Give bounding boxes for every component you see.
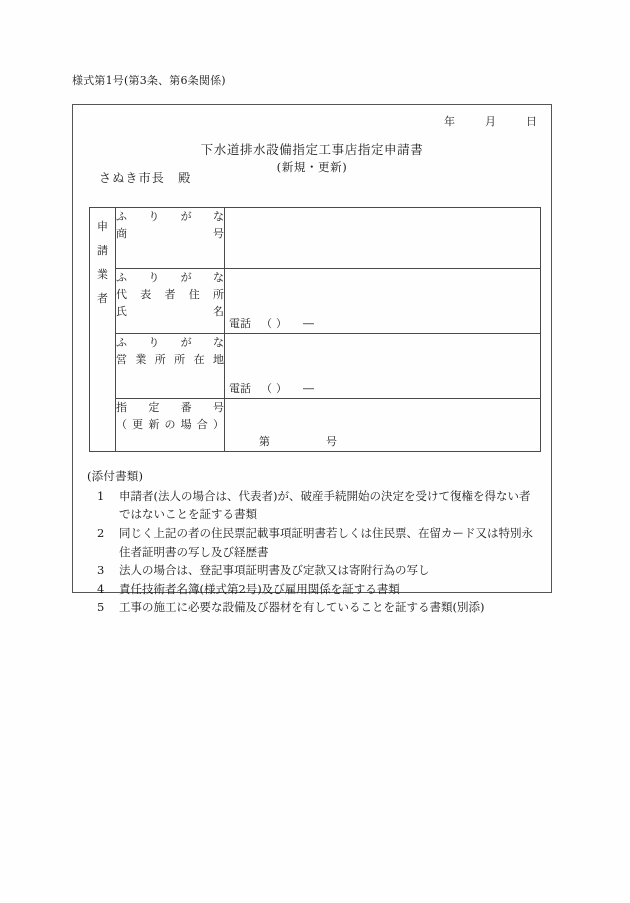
attachment-text: 責任技術者名簿(様式第2号)及び雇用関係を証する書類 [119,581,400,596]
attachment-text: 同じく上記の者の住民票記載事項証明書若しくは住民票、在留カード又は特別永住者証明書の写し及び経歴書 [119,525,533,559]
label-char: 番 [180,401,192,414]
label-char: 号 [212,401,224,414]
vertical-char-2: 請 [97,244,108,257]
list-item [97,580,541,599]
furigana-label-2 [116,269,224,286]
furigana-char: ふ [116,336,127,349]
label-char: 営 [116,353,127,367]
label-char: 氏 [116,305,127,319]
form-outer-frame [72,104,552,615]
representative-input-cell[interactable] [225,269,541,334]
label-char: ） [212,418,224,432]
furigana-char: り [148,336,160,349]
attachments-section [87,467,541,617]
trade-name-label [116,225,224,242]
label-char: （ [116,418,127,432]
applicant-table [89,207,541,452]
phone-label: 電話 [229,382,251,395]
label-char: 号 [213,227,224,241]
office-address-input-cell[interactable] [225,334,541,399]
designation-renewal-note [116,416,224,433]
designation-number-label [116,399,224,416]
applicant-vertical-label [90,208,116,452]
label-char: 業 [135,353,147,367]
representative-label-cell [116,269,225,334]
label-char: 住 [188,288,200,302]
label-char: 者 [164,288,176,302]
table-row [90,269,541,334]
phone-close-paren: ） [276,317,287,330]
vertical-char-1: 申 [97,220,108,233]
table-row [90,399,541,452]
form-number-label: 様式第1号(第3条、第6条関係) [72,74,226,87]
list-item [97,598,541,617]
attachment-text: 申請者(法人の場合は、代表者)が、破産手続開始の決定を受けて復権を得ない者ではないことを証する書類 [119,488,531,522]
label-char: 所 [174,353,186,367]
list-item [97,524,541,561]
label-char: 名 [213,305,224,319]
label-char: 表 [140,288,152,302]
office-phone-field[interactable] [229,380,314,396]
furigana-char: な [212,271,224,284]
label-char: 代 [116,288,127,302]
attachment-text: 法人の場合は、登記事項証明書及び定款又は寄附行為の写し [119,563,430,578]
label-char: 定 [148,401,160,414]
date-month-label: 月 [485,115,496,128]
furigana-char: が [180,271,192,284]
label-char: 地 [212,353,224,367]
attachment-number: 4 [97,581,105,596]
date-line [444,113,537,129]
phone-dash: ― [303,382,314,395]
furigana-char: が [180,336,192,349]
phone-open-paren: （ [261,382,272,395]
label-char: 場 [180,418,192,432]
designation-number-label-cell [116,399,225,452]
furigana-char: ふ [116,271,127,284]
label-char: 在 [193,353,205,367]
label-char: 合 [196,418,208,432]
furigana-char: り [148,271,160,284]
phone-open-paren: （ [261,317,272,330]
trade-name-label-cell [116,208,225,269]
office-address-label [116,351,224,368]
phone-dash: ― [303,317,314,330]
date-year-label: 年 [444,115,455,128]
number-prefix: 第 [259,435,270,448]
furigana-char: ふ [116,210,127,223]
furigana-char: な [212,336,224,349]
attachment-number: 2 [97,525,105,540]
representative-address-label [116,286,224,303]
list-item [97,561,541,580]
label-char: の [164,418,176,432]
trade-name-input-cell[interactable] [225,208,541,269]
label-char: 指 [116,401,127,414]
attachment-text: 工事の施工に必要な設備及び器材を有していることを証する書類(別添) [119,600,485,615]
office-address-label-cell [116,334,225,399]
representative-name-label [116,303,224,320]
furigana-char: が [180,210,192,223]
representative-phone-field[interactable] [229,315,314,331]
attachment-number: 5 [97,600,105,615]
designation-number-input-cell[interactable] [225,399,541,452]
furigana-char: な [212,210,224,223]
table-row [90,334,541,399]
designation-number-field[interactable] [259,433,337,449]
furigana-label-1 [116,208,224,225]
phone-close-paren: ） [276,382,287,395]
page-title: 下水道排水設備指定工事店指定申請書 [200,142,424,157]
label-char: 新 [148,418,160,432]
label-char: 所 [213,288,224,302]
page-subtitle: (新規・更新) [276,160,348,175]
phone-label: 電話 [229,317,251,330]
attachment-number: 1 [97,488,105,503]
label-char: 所 [154,353,166,367]
furigana-label-3 [116,334,224,351]
label-char: 商 [116,227,127,241]
number-suffix: 号 [326,435,337,448]
date-day-label: 日 [526,115,537,128]
list-item [97,487,541,524]
table-row [90,208,541,269]
vertical-char-3: 業 [97,268,108,281]
addressee-label: さぬき市長 殿 [99,171,192,185]
vertical-char-4: 者 [97,292,108,305]
label-char: 更 [132,418,144,432]
attachments-heading: (添付書類) [87,469,144,483]
furigana-char: り [148,210,160,223]
attachment-number: 3 [97,563,105,578]
